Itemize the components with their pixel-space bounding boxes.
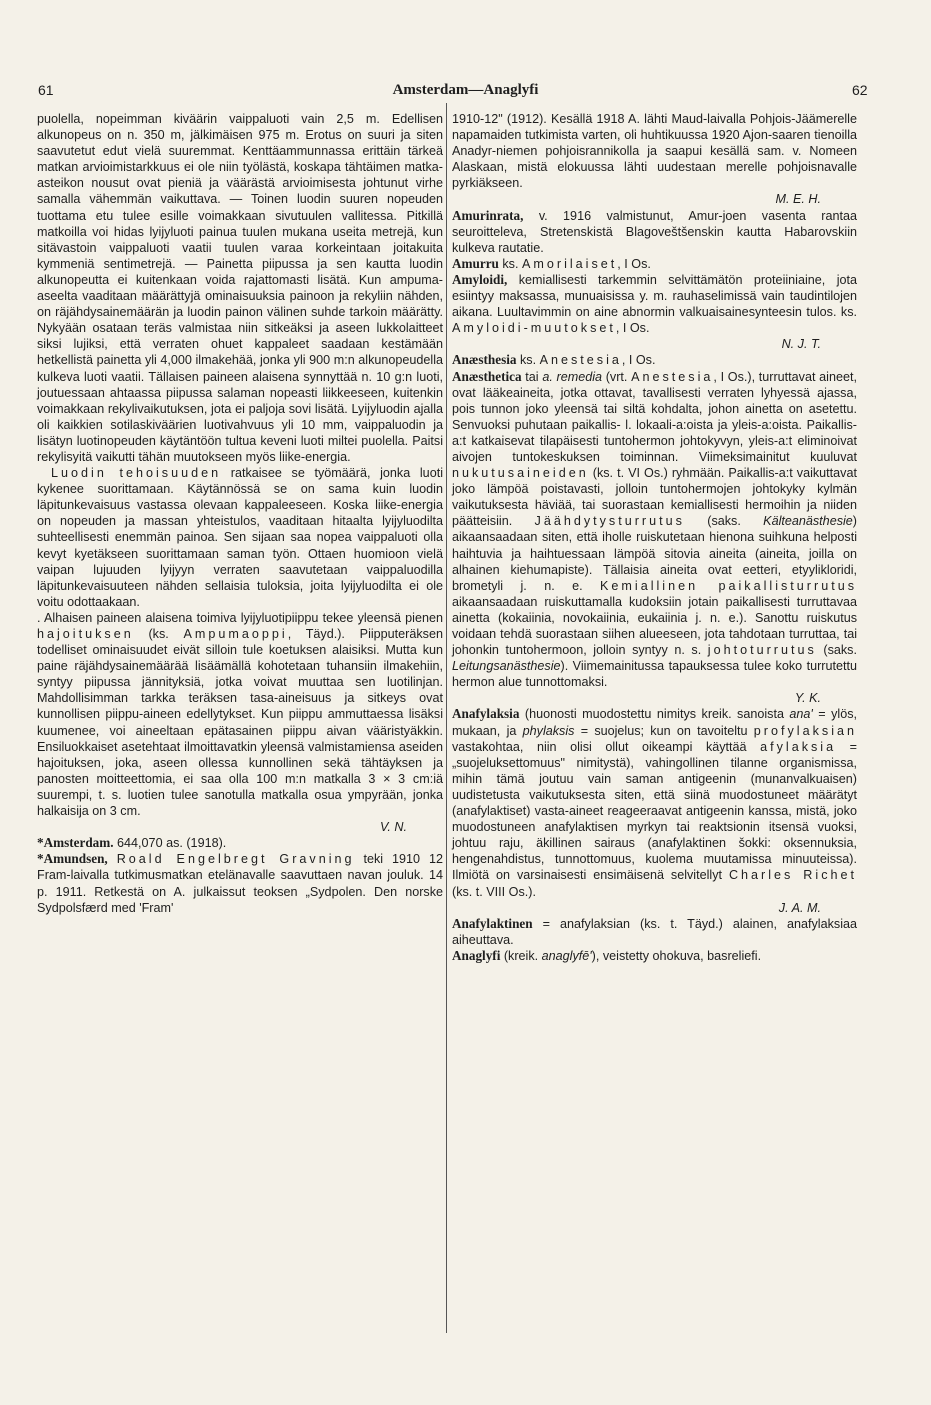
running-title: Amsterdam—Anaglyfi xyxy=(392,82,539,98)
cross-reference: Ampumaoppi xyxy=(183,627,288,641)
entry-anaesthesia: Anæsthesia ks. Anestesia, I Os. xyxy=(452,352,656,368)
spaced-term: afylaksia xyxy=(760,739,837,754)
spaced-term: Luodin tehoisuuden xyxy=(51,466,222,481)
spaced-term: hajoituksen xyxy=(37,627,134,641)
paragraph-bullet-effect: Luodin tehoisuuden ratkaisee se työmäärä, jonka luoti kykenee suorittamaan. Käytännössä se on sama kuin luodin läpitunkevaisuus vastassa olevaan kappaleeseen. Koska liike-energia on nopeuden ja massan yhteistulos, vaaditaan hitaalta lyijyluodilta suhteellisesti enemmän painoa. Sen sijaan saa nopea vaippaluoti olla kevyt kyetäkseen suorittamaan saman työn. Ottaen huomioon vielä vaipan lujuuden lyijyyn verraten saavutetaan vaippaluodilla läpitunkevaisuuteen nähden sellaisia tuloksia, joita lyijyluodilta ei ole voitu odottaakaan. xyxy=(37,466,443,609)
spaced-term: Kemiallinen paikallisturrutus xyxy=(600,578,857,593)
cross-reference: Amyloidi-muutokset xyxy=(452,321,616,336)
entry-headword: Amurru xyxy=(452,255,499,271)
spaced-term: Jäähdytysturrutus xyxy=(534,514,685,529)
entry-amurinrata: Amurinrata, v. 1916 valmistunut, Amur-joen vasenta rantaa seuroitteleva, Stretenskistä Blagoveštšenskin kautta Habarovskiin kulkeva rautatie. xyxy=(452,207,857,255)
entry-headword: *Amsterdam. xyxy=(37,835,114,851)
cross-reference: Anestesia xyxy=(631,369,714,384)
entry-headword: Anafylaktinen xyxy=(452,915,533,931)
spaced-name: Roald Engelbregt Gravning xyxy=(116,852,355,867)
entry-amundsen-continued: 1910-12" (1912). Kesällä 1918 A. lähti Maud-laivalla Pohjois-Jäämerelle napamaiden tutkimista varten, oli huhtikuussa 1920 Ajon-saaren tienoilla Anadyr-niemen pohjoisrannikolla ja saapui kesällä sam. v. Nomeen Alaskaan, mistä elokuussa lähti uudestaan merelle pohjoisnavalle pyrkiäkseen. M. E. H. xyxy=(452,112,857,207)
entry-headword: Amyloidi, xyxy=(452,271,508,287)
column-divider xyxy=(446,103,447,1333)
paragraph-bullet-speed: puolella, nopeimman kiväärin vaippaluoti vain 2,5 m. Edellisen alkunopeus on n. 350 m, jälkimäisen 975 m. Erotus on suuri ja siten saavutetut edut vielä suuremmat. Kenttäammunnassa erittäin tärkeä matkan arvioimistarkkuus ei ole niin työlästä, koskapa tähtäimen matka-asteikon nousut ovat pieniä ja väärästä arvioimisesta johtunut virhe samalla vähemmän vaikuttava. — Toinen luodin suuren nopeuden tuottama etu tulee esille voimakkaan sivutuulen vallitessa. Pitkillä matkoilla voi hidas lyijyluoti painua tuulen mukana useita metrejä, kun sitävastoin vaippaluoti vaatii tuulen varaa korkeintaan joitakuita kymmeniä sentimetrejä. — Painetta piipussa ja sen kautta luodin alkunopeutta ei kuitenkaan voida rajattomasti lisätä. Kun ampuma-aseelta vaaditaan määrättyjä ominaisuuksia painoon ja rekyliin nähden, on räjähdysainemäärän ja luodin painon välinen suhde tarkoin määrätty. Nykyään osataan teräs valmistaa niin sitkeäksi ja aseen lukkolaitteet siksi lujiksi, että verraten ohuet kappaleet saadaan kestämään hetkellistä painetta yli 4,000 ilmakehää, jonka yli 900 m:n alkunopeudella kulkeva luoti vaatii. Tällaisen paineen alaisena synnyttää n. 10 g:n luoti, joutuessaan ahtaassa piipussa salaman nopeasti liikkeeseen, kuitenkin voimakkaan rekylivaikutuksen, jota ei paljoja sovi lisätä. Lyijyluodin ajalla oli kaikkien sotilaskiväärien luotivahvuus yli 10 mm, vaippaluodin ja lisätyn luotinopeuden käytäntöön tultua keveni luoti miltei puolella. Paitsi rekylisyitä vaikutti tähän muutokseen myös liike-energia. xyxy=(37,112,443,464)
entry-headword: Anaglyfi xyxy=(452,947,501,963)
left-column xyxy=(37,111,443,916)
cross-reference: nukutusaineiden xyxy=(452,466,589,481)
cross-reference: Anestesia xyxy=(539,353,622,368)
page-number-left: 61 xyxy=(38,82,54,98)
spaced-term: johtoturrutus xyxy=(707,643,817,658)
spaced-term: profylaksian xyxy=(753,723,857,738)
entry-headword: *Amundsen, xyxy=(37,851,108,867)
entry-amsterdam: *Amsterdam. 644,070 as. (1918). xyxy=(37,835,227,851)
entry-headword: Anæsthesia xyxy=(452,352,517,368)
entry-anafylaksia: Anafylaksia (huonosti muodostettu nimitys kreik. sanoista ana' = ylös, mukaan, ja phylaksis = suojelus; kun on tavoiteltu profylaksian vastakohtaa, niin olisi ollut oikeampi käyttää afylaksia = „suojeluksettomuus" nimitystä), vahingollinen tilanne organismissa, mihin tämä joutuu vain saman antigeenin (munanvalkuaisen) uudistetusta vaikutuksesta siten, että siinä muodostuneet määrätyt (anafylaktiset) vasta-aineet reageeraavat antigeenin kanssa, mistä, joko muodostuneen anafylaktisen myrkyn tai reaktsionin itsensä vuoksi, johtuu raju, äkillinen sairaus (anafylaktinen šokki: oksennuksia, hengenahdistus, tunnottomuus, kuolema muutamissa minuuteissa). Ilmiötä on varsinaisesti ensimäisenä selvitellyt Charles Richet (ks. t. VIII Os.). J. A. M. xyxy=(452,706,857,915)
right-column xyxy=(452,111,857,964)
cross-reference: Amorilaiset xyxy=(521,256,618,271)
author-signature: M. E. H. xyxy=(775,192,821,207)
entry-amyloidi: Amyloidi, kemiallisesti tarkemmin selvittämätön proteiiniaine, jota esiintyy maksassa, munuaisissa y. m. rauhaselimissä vain taudintilojen aikana. Luultavimmin on aine abnormin valkuaisainesynteesin tulos. ks. Amyloidi-muutokset, I Os. N. J. T. xyxy=(452,271,857,352)
entry-headword: Amurinrata, xyxy=(452,207,524,223)
paragraph-dispersion: . Alhaisen paineen alaisena toimiva lyijyluotipiippu tekee yleensä pienen hajoituksen (ks. Ampumaoppi, Täyd.). Piipputeräksen todelliset ominaisuudet eivät silloin tule koetuksen alaisiksi. Mutta kun paine räjähdysainemäärää lisäämällä kohotetaan tuhansiin ilmakehiin, syntyy piipussa jännityksiä, jotka voivat muuttaa sen luotilinjan. Mahdollisimman tarkka teräksen tasa-aineisuus ja sitkeys ovat kunnollisen piippu-aineen edellytykset. Kun piippu ammuttaessa lisäksi kuumenee, voi aineeltaan epätasainen piippu aivan vääristyäkkin. Ensiluokkaiset asetehtaat ilmoittavatkin yleensä valmistamiensa aseiden hajoituksen, joka, aseen ollessa kunnollinen sekä tähtäyksen ja panosten moitteettomia, ei saa olla 100 m:n matkalla 3 × 3 cm:iä suurempi, t. s. luotien tulee sanotulla matkalla osua ympyrään, jonka halkaisija on 3 cm. V. N. xyxy=(37,610,443,835)
entry-anaesthetica: Anæsthetica tai a. remedia (vrt. Anestesia, I Os.), turruttavat aineet, ovat lääkeaineita, jotka ottavat, tavallisesti verraten lyhyessä ajassa, pois tunnon joko yleensä tai siltä kohdalta, johon ainetta on asetettu. Senvuoksi puhutaan paikallis- l. lokaali-a:oista ja yleis-a:oista. Paikallis-a:t katkaisevat tilapäisesti tuntohermon johtokyvyn, yleis-a:t eliminoivat aivojen tuntokeskuksen toiminnan. Viimeksimainitut kuuluvat nukutusaineiden (ks. t. VI Os.) ryhmään. Paikallis-a:t vaikuttavat joko lämpöä poistavasti, jolloin tuntohermojen johtokyky kylmän vaikutuksesta häviää, tai suorastaan kemiallisesti hermoihin ja niiden päätteisiin. Jäähdytysturrutus (saks. Kälteanästhesie) aikaansaadaan siten, että iholle ruiskutetaan hienona suihkuna helposti haihtuvia ja haihtuessaan lämpöä sitovia aineita (aineita, joilla on alhainen kiehumapiste). Tällaisia aineita ovat eetteri, etyylikloridi, brometyli j. n. e. Kemiallinen paikallisturrutus aikaansaadaan ruiskuttamalla kudoksiin jotain paikallisesti turruttavaa ainetta (kokaiinia, novokaiinia, eukaiinia j. n. e.). Sanottu ruiskutus voidaan tehdä suorastaan siihen alueeseen, jota tahdotaan turruttaa, tai johonkin tuntohermoon, jolloin syntyy n. s. johtoturrutus (saks. Leitungsanästhesie). Viimemainitussa tapauksessa tulee koko turrutettu hermon alue tunnottomaksi. Y. K. xyxy=(452,368,857,706)
entry-headword: Anæsthetica xyxy=(452,368,522,384)
entry-anaglyfi: Anaglyfi (kreik. anaglyfē'), veistetty ohokuva, basrelieﬁ. xyxy=(452,947,762,963)
entry-amurru: Amurru ks. Amorilaiset, I Os. xyxy=(452,255,651,271)
author-signature: Y. K. xyxy=(794,691,821,706)
author-signature: N. J. T. xyxy=(781,337,821,352)
entry-amundsen: *Amundsen, Roald Engelbregt Gravning teki 1910 12 Fram-laivalla tutkimusmatkan etelänavalle saavuttaen navan jouluk. 14 p. 1911. Retkestä on A. julkaissut teoksen „Sydpolen. Den norske Sydpolsfærd med 'Fram' xyxy=(37,851,443,915)
author-signature: V. N. xyxy=(379,820,407,835)
author-signature: J. A. M. xyxy=(778,900,821,915)
entry-headword: Anafylaksia xyxy=(452,706,520,722)
page-number-right: 62 xyxy=(852,82,868,98)
entry-anafylaktinen: Anafylaktinen = anafylaksian (ks. t. Täyd.) alainen, anafylaksiaa aiheuttava. xyxy=(452,915,857,947)
spaced-name: Charles Richet xyxy=(728,868,857,883)
